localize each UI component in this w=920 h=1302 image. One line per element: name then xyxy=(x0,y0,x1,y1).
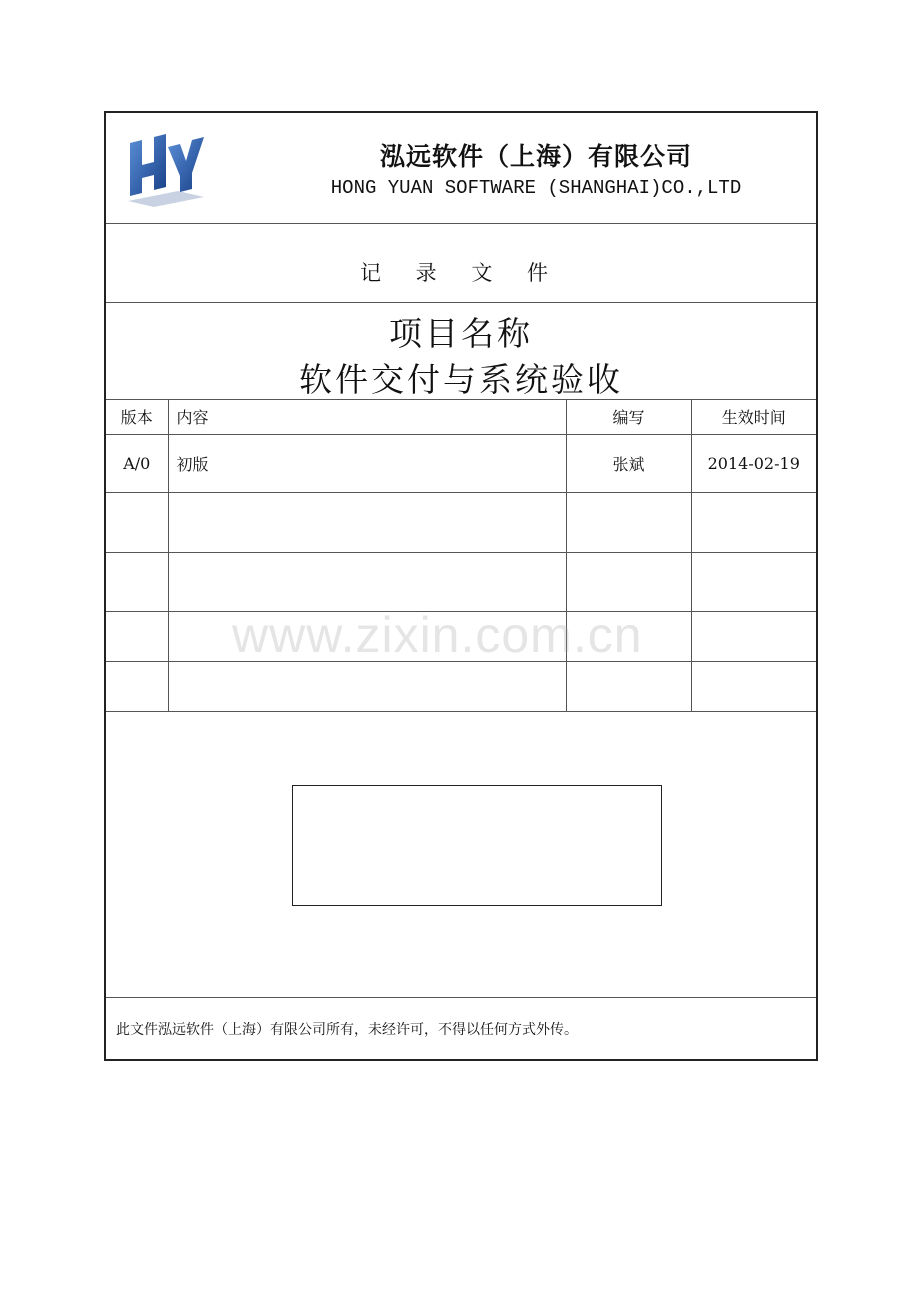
header-author: 编写 xyxy=(566,400,691,434)
project-name: 软件交付与系统验收 xyxy=(299,360,623,399)
table-row xyxy=(106,611,816,661)
cell-version: A/0 xyxy=(106,434,168,492)
cell-version xyxy=(106,611,168,661)
doc-type-title: 记 录 文 件 xyxy=(359,261,563,285)
cell-content xyxy=(168,611,566,661)
revision-table xyxy=(106,400,816,712)
cell-content xyxy=(168,661,566,711)
cell-version xyxy=(106,492,168,552)
cell-date: 2014-02-19 xyxy=(691,434,816,492)
company-logo-icon xyxy=(124,131,204,207)
table-header-row xyxy=(106,400,816,434)
document-frame xyxy=(104,111,818,1061)
stamp-box xyxy=(292,785,662,906)
cell-author xyxy=(566,552,691,611)
cell-author xyxy=(566,611,691,661)
table-row xyxy=(106,434,816,492)
cell-author xyxy=(566,661,691,711)
watermark: www.zixin.com.cn xyxy=(232,607,643,663)
company-name-en: HONG YUAN SOFTWARE (SHANGHAI)CO.,LTD xyxy=(330,177,742,199)
cell-version xyxy=(106,552,168,611)
copyright-notice: 此文件泓远软件（上海）有限公司所有，未经许可，不得以任何方式外传。 xyxy=(116,1022,578,1038)
cell-date xyxy=(691,552,816,611)
cell-date xyxy=(691,661,816,711)
header-content: 内容 xyxy=(168,400,566,434)
doc-type-section xyxy=(106,223,816,303)
project-label: 项目名称 xyxy=(389,314,533,353)
cell-date xyxy=(691,492,816,552)
cell-version xyxy=(106,661,168,711)
project-section xyxy=(106,302,816,400)
cell-author xyxy=(566,492,691,552)
cell-content xyxy=(168,492,566,552)
header-effective-date: 生效时间 xyxy=(691,400,816,434)
cell-date xyxy=(691,611,816,661)
company-name-cn: 泓远软件（上海）有限公司 xyxy=(379,142,692,171)
table-row xyxy=(106,492,816,552)
cell-content xyxy=(168,552,566,611)
header-section xyxy=(106,113,816,224)
table-row xyxy=(106,661,816,711)
cell-author: 张斌 xyxy=(566,434,691,492)
header-version: 版本 xyxy=(106,400,168,434)
table-row xyxy=(106,552,816,611)
cell-content: 初版 xyxy=(168,434,566,492)
